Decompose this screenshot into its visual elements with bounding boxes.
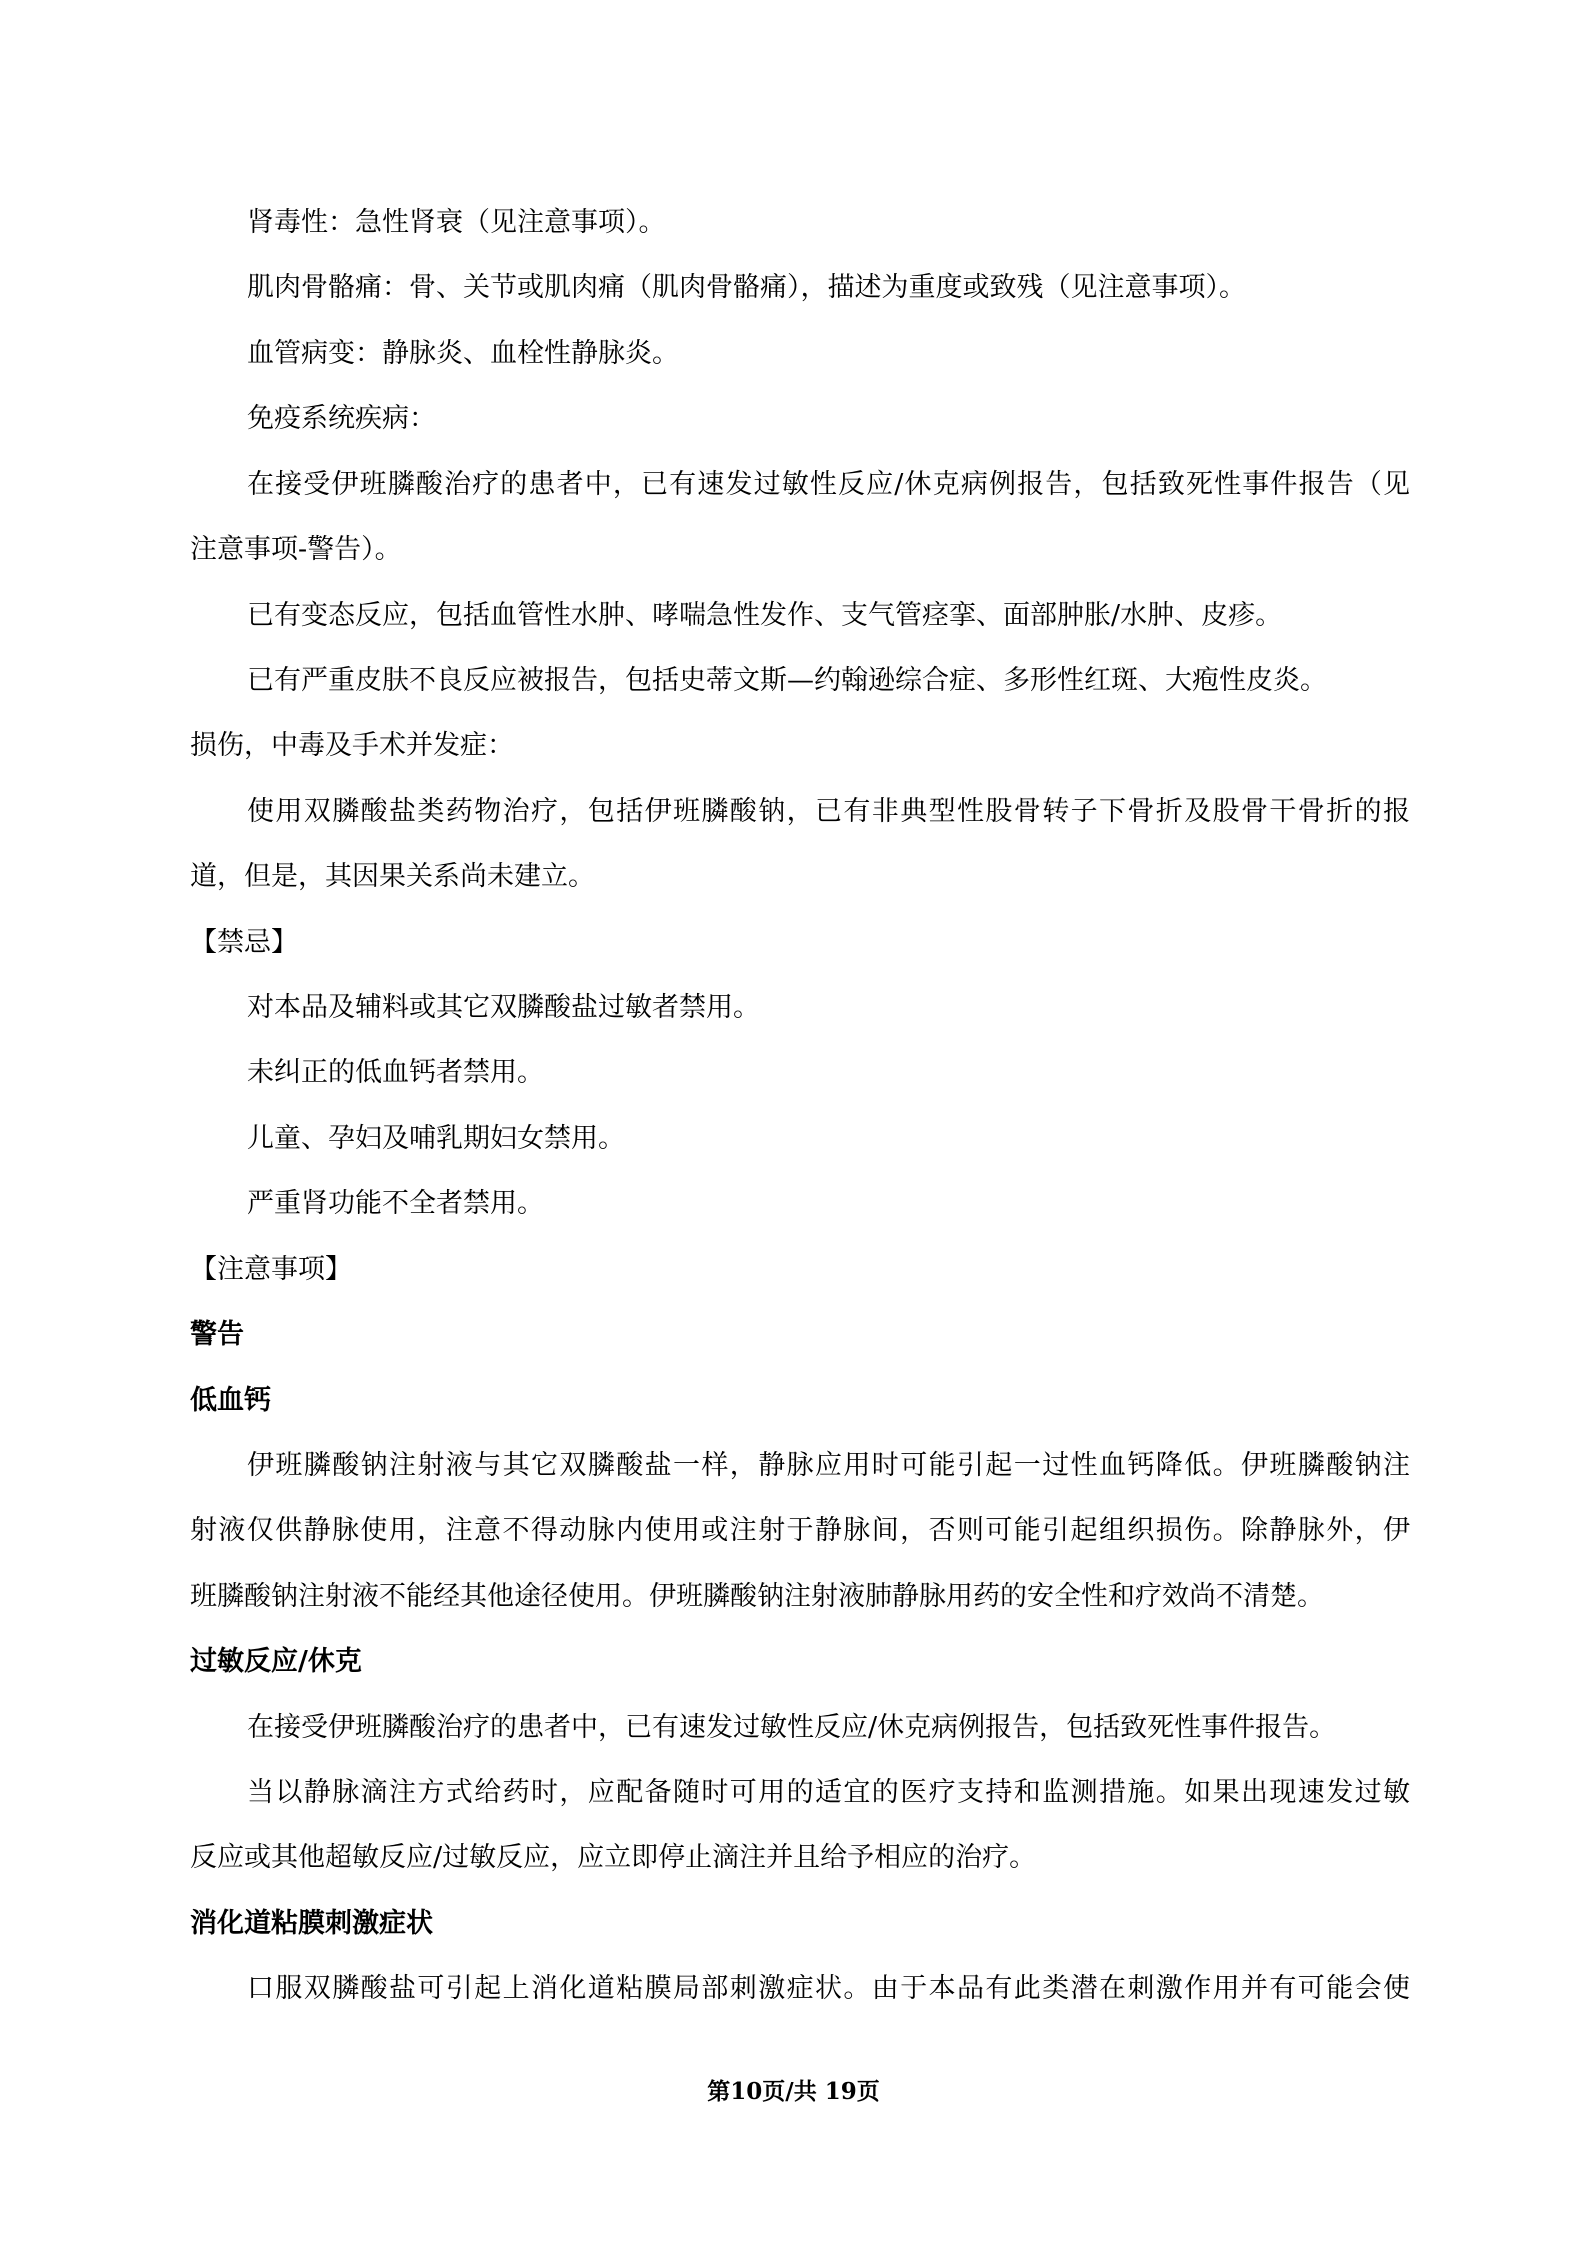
paragraph-line: 道，但是，其因果关系尚未建立。	[190, 861, 595, 892]
page-number-footer: 第10页/共 19页	[707, 2078, 880, 2105]
paragraph-line: 儿童、孕妇及哺乳期妇女禁用。	[247, 1123, 625, 1154]
paragraph-line: 当以静脉滴注方式给药时，应配备随时可用的适宜的医疗支持和监测措施。如果出现速发过敏	[247, 1777, 1410, 1808]
paragraph-line: 注意事项-警告）。	[190, 534, 402, 565]
subheading-gi-irritation: 消化道粘膜刺激症状	[190, 1908, 433, 1939]
subheading-hypocalcemia: 低血钙	[190, 1385, 271, 1416]
section-heading-precautions: 【注意事项】	[190, 1254, 352, 1285]
paragraph-line: 已有严重皮肤不良反应被报告，包括史蒂文斯—约翰逊综合症、多形性红斑、大疱性皮炎。	[247, 665, 1327, 696]
paragraph-line: 已有变态反应，包括血管性水肿、哮喘急性发作、支气管痉挛、面部肿胀/水肿、皮疹。	[247, 600, 1283, 631]
paragraph-line: 口服双膦酸盐可引起上消化道粘膜局部刺激症状。由于本品有此类潜在刺激作用并有可能会使	[247, 1973, 1410, 2004]
subheading-warning: 警告	[190, 1319, 244, 1350]
section-heading-contraindications: 【禁忌】	[190, 927, 298, 958]
paragraph-line: 在接受伊班膦酸治疗的患者中，已有速发过敏性反应/休克病例报告，包括致死性事件报告（见	[247, 469, 1410, 500]
paragraph-line: 班膦酸钠注射液不能经其他途径使用。伊班膦酸钠注射液肺静脉用药的安全性和疗效尚不清楚。	[190, 1581, 1324, 1612]
paragraph-line: 使用双膦酸盐类药物治疗，包括伊班膦酸钠，已有非典型性股骨转子下骨折及股骨干骨折的报	[247, 796, 1410, 827]
paragraph-line: 反应或其他超敏反应/过敏反应，应立即停止滴注并且给予相应的治疗。	[190, 1842, 1037, 1873]
paragraph-line: 严重肾功能不全者禁用。	[247, 1188, 544, 1219]
paragraph-line: 肌肉骨骼痛：骨、关节或肌肉痛（肌肉骨骼痛），描述为重度或致残（见注意事项）。	[247, 272, 1246, 303]
paragraph-line: 对本品及辅料或其它双膦酸盐过敏者禁用。	[247, 992, 760, 1023]
paragraph-line: 血管病变：静脉炎、血栓性静脉炎。	[247, 338, 679, 369]
paragraph-line: 未纠正的低血钙者禁用。	[247, 1057, 544, 1088]
paragraph-line: 伊班膦酸钠注射液与其它双膦酸盐一样，静脉应用时可能引起一过性血钙降低。伊班膦酸钠注	[247, 1450, 1410, 1481]
paragraph-line: 在接受伊班膦酸治疗的患者中，已有速发过敏性反应/休克病例报告，包括致死性事件报告。	[247, 1712, 1337, 1743]
subheading-anaphylaxis: 过敏反应/休克	[190, 1646, 362, 1677]
paragraph-line: 肾毒性：急性肾衰（见注意事项）。	[247, 207, 666, 238]
paragraph-line: 免疫系统疾病：	[247, 403, 436, 434]
paragraph-line: 射液仅供静脉使用，注意不得动脉内使用或注射于静脉间，否则可能引起组织损伤。除静脉外，伊	[190, 1515, 1410, 1546]
paragraph-line: 损伤，中毒及手术并发症：	[190, 730, 514, 761]
